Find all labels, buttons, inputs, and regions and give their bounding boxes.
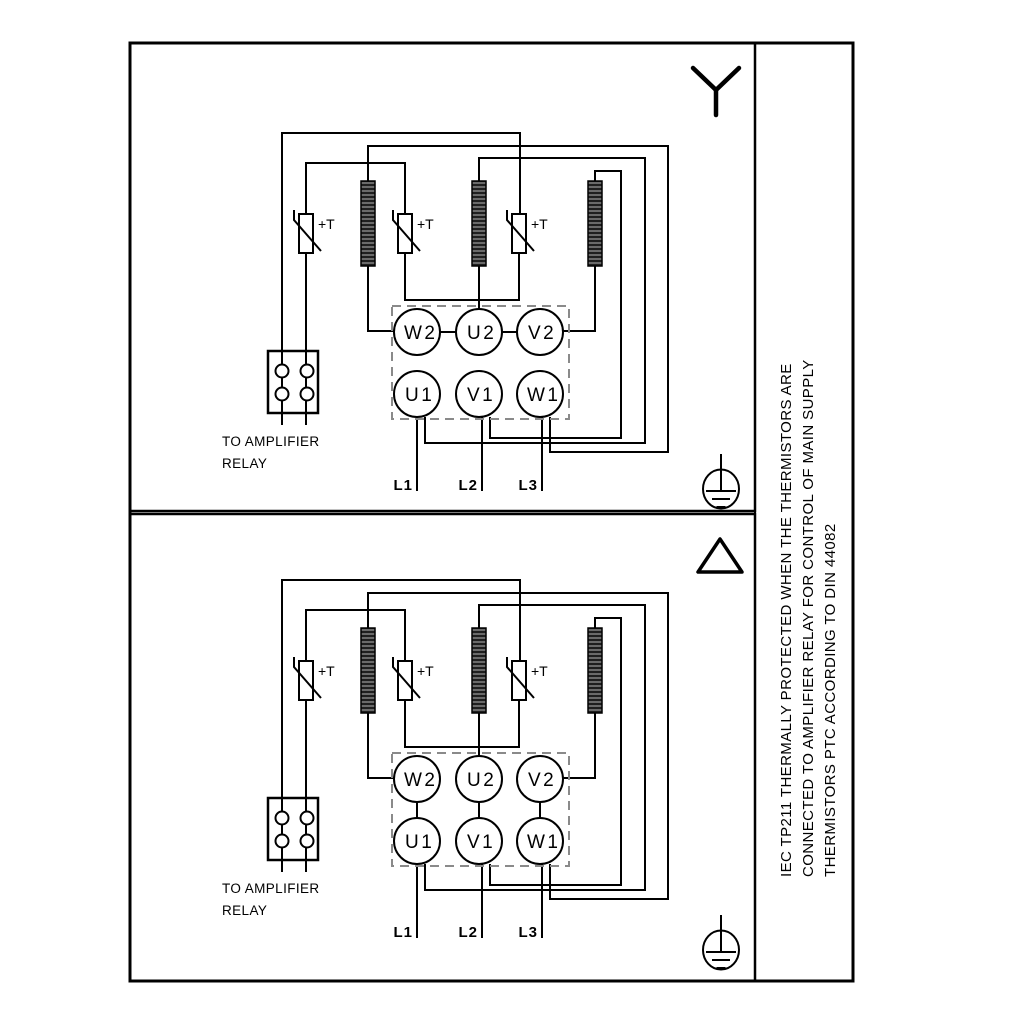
delta-connection-icon bbox=[698, 539, 742, 572]
side-note-line-1: IEC TP211 THERMALLY PROTECTED WHEN THE THERMISTORS ARE bbox=[778, 363, 795, 877]
earth-symbol-bottom bbox=[703, 915, 739, 970]
side-note-line-2: CONNECTED TO AMPLIFIER RELAY FOR CONTROL OF MAIN SUPPLY bbox=[800, 359, 817, 877]
side-note-line-3: THERMISTORS PTC ACCORDING TO DIN 44082 bbox=[822, 523, 839, 877]
side-note-strip bbox=[755, 43, 839, 981]
panel-star bbox=[130, 43, 755, 511]
panel-delta bbox=[130, 514, 755, 981]
star-connection-icon bbox=[693, 68, 739, 115]
earth-symbol-top bbox=[703, 454, 739, 509]
